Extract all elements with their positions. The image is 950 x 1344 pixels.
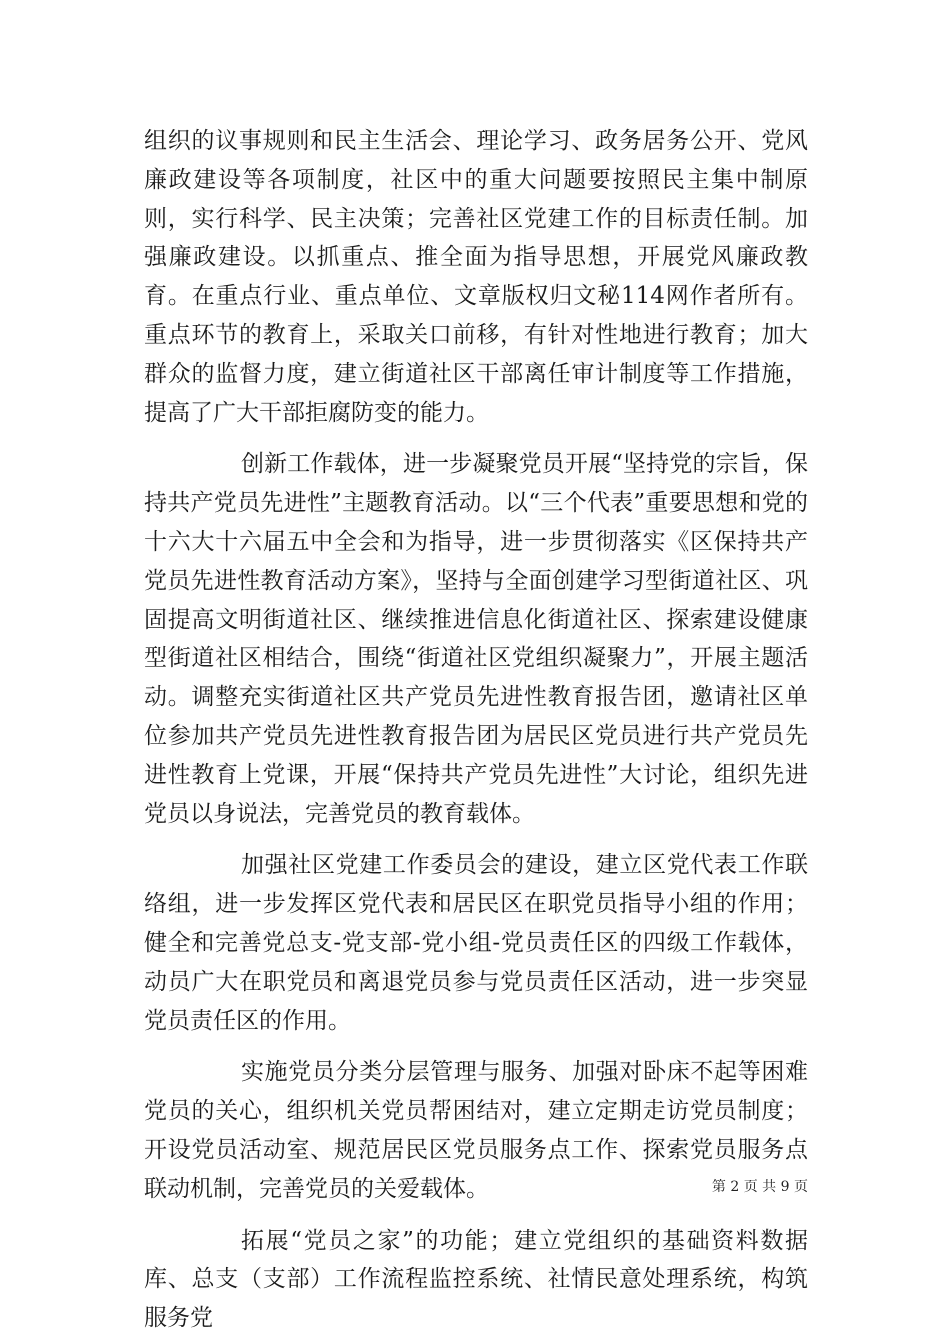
- paragraph-1: 组织的议事规则和民主生活会、理论学习、政务居务公开、党风廉政建设等各项制度，社区中的重大问题要按照民主集中制原则，实行科学、民主决策；完善社区党建工作的目标责任制。加强廉政建设。以抓重点、推全面为指导思想，开展党风廉政教育。在重点行业、重点单位、文章版权归文秘114网作者所有。重点环节的教育上，采取关口前移，有针对性地进行教育；加大群众的监督力度，建立街道社区干部离任审计制度等工作措施，提高了广大干部拒腐防变的能力。: [144, 128, 808, 426]
- page-number-footer: 第 2 页 共 9 页: [711, 1179, 808, 1195]
- paragraph-2: 创新工作载体，进一步凝聚党员开展“坚持党的宗旨，保持共产党员先进性”主题教育活动。以“三个代表”重要思想和党的十六大十六届五中全会和为指导，进一步贯彻落实《区保持共产党员先进性教育活动方案》，坚持与全面创建学习型街道社区、巩固提高文明街道社区、继续推进信息化街道社区、探索建设健康型街道社区相结合，围绕“街道社区党组织凝聚力”，开展主题活动。调整充实街道社区共产党员先进性教育报告团，邀请社区单位参加共产党员先进性教育报告团为居民区党员进行共产党员先进性教育上党课，开展“保持共产党员先进性”大讨论，组织先进党员以身说法，完善党员的教育载体。: [144, 451, 808, 827]
- paragraph-4: 实施党员分类分层管理与服务、加强对卧床不起等困难党员的关心，组织机关党员帮困结对，建立定期走访党员制度；开设党员活动室、规范居民区党员服务点工作、探索党员服务点联动机制，完善党员的关爱载体。: [144, 1059, 808, 1202]
- paragraph-3: 加强社区党建工作委员会的建设，建立区党代表工作联络组，进一步发挥区党代表和居民区在职党员指导小组的作用；健全和完善党总支-党支部-党小组-党员责任区的四级工作载体，动员广大在职党员和离退党员参与党员责任区活动，进一步突显党员责任区的作用。: [144, 852, 808, 1034]
- document-body: [144, 122, 808, 1338]
- paragraph-5: 拓展“党员之家”的功能；建立党组织的基础资料数据库、总支（支部）工作流程监控系统、社情民意处理系统，构筑服务党: [144, 1227, 808, 1332]
